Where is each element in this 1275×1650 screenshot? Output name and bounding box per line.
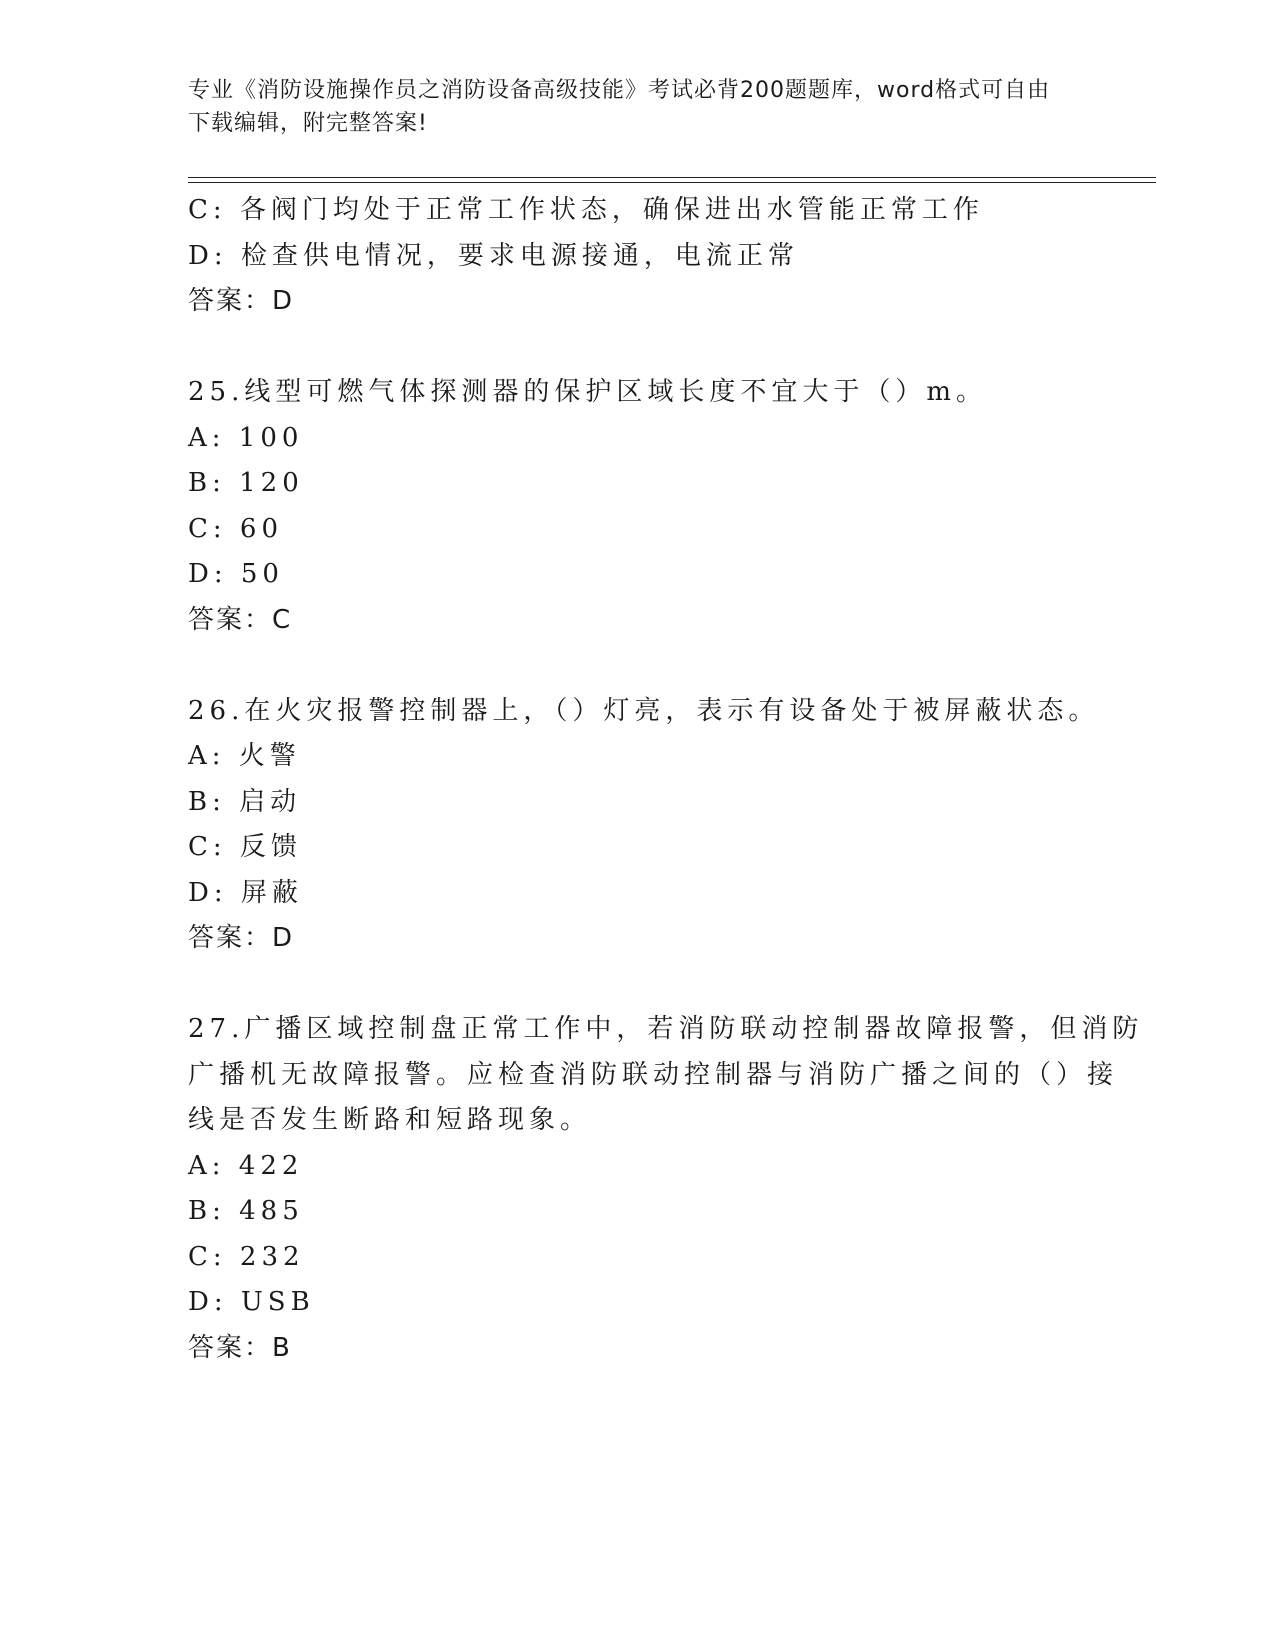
spacer (188, 643, 1088, 689)
spacer (188, 325, 1088, 371)
option-c: C: 反馈 (188, 832, 302, 862)
option-a: A: 422 (188, 1150, 304, 1181)
option-a: A: 火警 (188, 741, 301, 771)
option-d: D: USB (188, 1287, 315, 1317)
question-27-line-2: 广播机无故障报警。应检查消防联动控制器与消防广播之间的（）接 (188, 1059, 1119, 1090)
option-d: D: 50 (188, 559, 284, 589)
option-c: C: 232 (188, 1241, 305, 1272)
answer: 答案：C (188, 604, 293, 635)
option-c: C: 各阀门均处于正常工作状态，确保进出水管能正常工作 (188, 195, 984, 225)
option-a: A: 100 (188, 422, 304, 453)
spacer (188, 962, 1088, 1008)
option-b: B: 启动 (188, 786, 302, 817)
answer: 答案：D (188, 923, 295, 953)
answer: 答案：D (188, 286, 295, 316)
option-d: D: 检查供电情况，要求电源接通，电流正常 (188, 240, 799, 271)
header-rule-top (188, 177, 1156, 178)
option-b: B: 120 (188, 468, 304, 498)
option-d: D: 屏蔽 (188, 877, 303, 908)
document-header: 专业《消防设施操作员之消防设备高级技能》考试必背200题题库，word格式可自由下载编辑，附完整答案! (188, 78, 1051, 136)
question-27-line-3: 线是否发生断路和短路现象。 (188, 1105, 592, 1135)
answer: 答案：B (188, 1332, 292, 1363)
option-b: B: 485 (188, 1196, 304, 1226)
question-26: 26.在火灾报警控制器上，（）灯亮，表示有设备处于被屏蔽状态。 (188, 695, 1100, 726)
question-list (188, 188, 1144, 1371)
question-25: 25.线型可燃气体探测器的保护区域长度不宜大于（）m。 (188, 377, 988, 407)
option-c: C: 60 (188, 513, 284, 544)
question-27-line-1: 27.广播区域控制盘正常工作中，若消防联动控制器故障报警，但消防 (188, 1014, 1144, 1044)
header-rule-bottom (188, 182, 1156, 183)
